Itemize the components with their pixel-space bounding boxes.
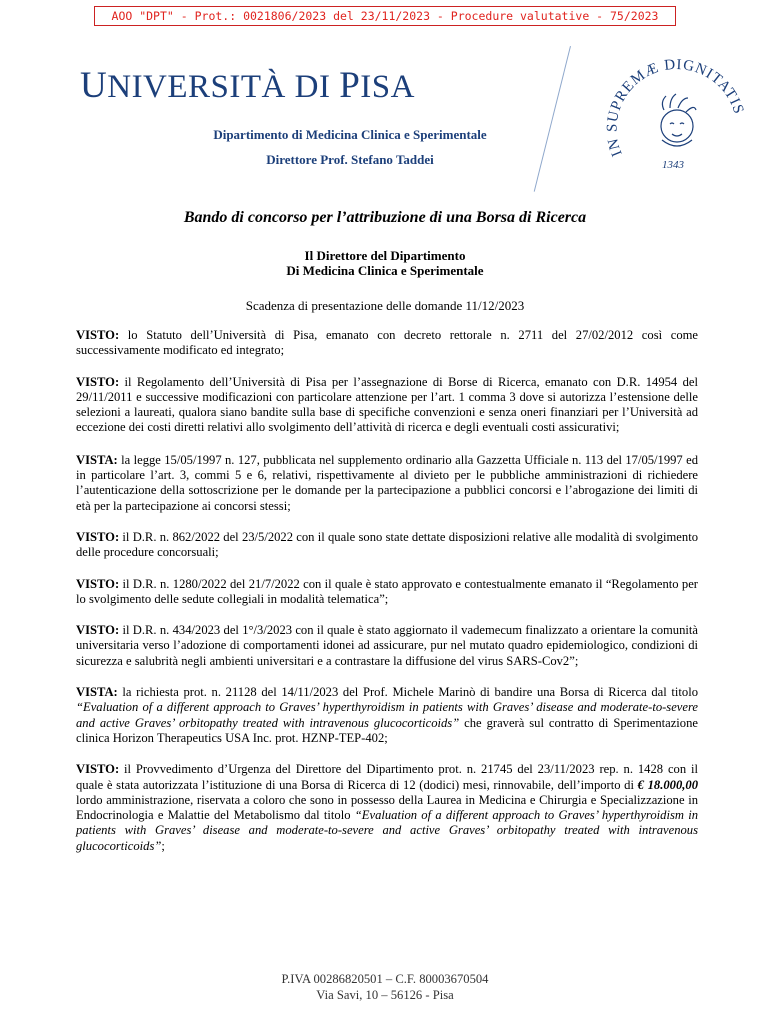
footer-address: Via Savi, 10 – 56126 - Pisa	[316, 988, 454, 1002]
paragraph-lead: VISTO:	[76, 374, 120, 389]
paragraph-text: il Regolamento dell’Università di Pisa per l’assegnazione di Borse di Ricerca, emanato con D.R. 14954 del 29/11/2011 e successive modificazioni con particolare attenzione per l’art. 1 comma 3 dove si autorizza l’estensione delle selezioni a laureati, qualora siano bandite sulla base di specifiche convenzioni e senza oneri finanziari per l’Università ad eccezione dei costi diretti relativi allo svolgimento dell’attività di ricerca e degli eventuali costi assicurativi;	[76, 374, 698, 435]
paragraph-lead: VISTA:	[76, 452, 118, 467]
department-name: Dipartimento di Medicina Clinica e Sperimentale	[213, 127, 487, 142]
paragraph-text: il D.R. n. 862/2022 del 23/5/2022 con il quale sono state dettate disposizioni relative alle modalità di svolgimento delle procedure concorsuali;	[76, 529, 698, 560]
director-heading	[0, 248, 770, 278]
paragraph-text: che graverà sul contratto di Sperimentazione clinica Horizon Therapeutics USA Inc. prot. HZNP-TEP-402;	[76, 715, 698, 745]
document-title: Bando di concorso per l’attribuzione di una Borsa di Ricerca	[183, 209, 587, 226]
paragraph-regolamento	[76, 375, 698, 436]
footer-tax-ids: P.IVA 00286820501 – C.F. 80003670504	[281, 972, 489, 986]
paragraph-provvedimento	[76, 762, 698, 854]
paragraph-lead: VISTO:	[76, 529, 120, 544]
paragraph-legge	[76, 453, 698, 514]
document-body	[76, 328, 698, 870]
paragraph-text: lo Statuto dell’Università di Pisa, emanato con decreto rettorale n. 2711 del 27/02/2012 così come successivamente modificato ed integrato;	[76, 328, 698, 358]
paragraph-text: ;	[161, 838, 165, 853]
department-director: Direttore Prof. Stefano Taddei	[266, 152, 434, 167]
page-footer	[0, 971, 770, 1003]
paragraph-richiesta	[76, 685, 698, 746]
university-logotype	[80, 64, 415, 107]
paragraph-lead: VISTO:	[76, 623, 120, 638]
paragraph-lead: VISTO:	[76, 328, 120, 342]
university-name-part1: NIVERSITÀ DI	[107, 69, 340, 105]
paragraph-text: la legge 15/05/1997 n. 127, pubblicata nel supplemento ordinario alla Gazzetta Ufficiale n. 113 del 17/05/1997 ed in particolare l’art. 3, commi 5 e 6, relativi, rispettivamente al divieto per le pubbliche amministrazioni di richiedere l’autenticazione della sottoscrizione per le domande per la partecipazione a pubblici concorsi e l’abrogazione dei limiti di età per la partecipazione ai concorsi stessi;	[76, 452, 698, 513]
research-title: “Evaluation of a different approach to Graves’ hyperthyroidism in patients with Graves’ disease and moderate-to-severe and active Graves’ orbitopathy treated with intravenous glucocorticoids”	[76, 700, 698, 730]
university-initial: U	[80, 65, 108, 106]
research-title: “Evaluation of a different approach to Graves’ hyperthyroidism in patients with Graves’ disease and moderate-to-severe and active Graves’ orbitopathy treated with intravenous glucocorticoids”	[76, 808, 698, 853]
seal-motto: IN SUPREMÆ DIGNITATIS	[604, 56, 747, 159]
paragraph-dr-862	[76, 530, 698, 561]
protocol-stamp: AOO "DPT" - Prot.: 0021806/2023 del 23/11/2023 - Procedure valutative - 75/2023	[94, 6, 676, 26]
paragraph-dr-434	[76, 623, 698, 669]
university-seal-icon	[600, 44, 750, 189]
paragraph-lead: VISTO:	[76, 576, 120, 591]
deadline-line: Scadenza di presentazione delle domande 11/12/2023	[245, 298, 525, 313]
university-p-initial: P	[339, 65, 361, 106]
paragraph-lead: VISTO:	[76, 762, 120, 777]
paragraph-text: la richiesta prot. n. 21128 del 14/11/2023 del Prof. Michele Marinò di bandire una Borsa di Ricerca dal titolo	[117, 685, 698, 700]
director-heading-line2: Di Medicina Clinica e Sperimentale	[286, 263, 484, 278]
paragraph-text: il D.R. n. 1280/2022 del 21/7/2022 con il quale è stato approvato e contestualmente emanato il “Regolamento per lo svolgimento delle sedute collegiali in modalità telematica”;	[76, 576, 698, 606]
director-heading-line1: Il Direttore del Dipartimento	[304, 248, 466, 263]
paragraph-text: il Provvedimento d’Urgenza del Direttore del Dipartimento prot. n. 21745 del 23/11/2023 rep. n. 1428 con il quale è stata autorizzata l’istituzione di una Borsa di Ricerca di 12 (dodici) mesi, rinnovabile, dell’importo di	[76, 762, 698, 792]
paragraph-text: il D.R. n. 434/2023 del 1°/3/2023 con il quale è stato aggiornato il vademecum finalizzato a orientare la comunità universitaria verso l’adozione di comportamenti idonei ad assicurare, pur nel mutato quadro epidemiologico, condizioni di sicurezza e salubrità negli ambienti universitari e a contrastare la diffusione del virus SARS-Cov2”;	[76, 623, 698, 668]
seal-face-icon	[661, 94, 696, 146]
grant-amount: € 18.000,00	[637, 777, 698, 792]
header-divider	[534, 46, 571, 192]
seal-year: 1343	[662, 159, 684, 171]
paragraph-dr-1280	[76, 577, 698, 608]
paragraph-text: lordo amministrazione, riservata a coloro che sono in possesso della Laurea in Medicina e Chirurgia e Specializzazione in Endocrinologia e Malattie del Metabolismo dal titolo	[76, 792, 698, 823]
university-name-part2: ISA	[360, 69, 415, 105]
paragraph-statuto	[76, 328, 698, 359]
paragraph-lead: VISTA:	[76, 685, 118, 700]
